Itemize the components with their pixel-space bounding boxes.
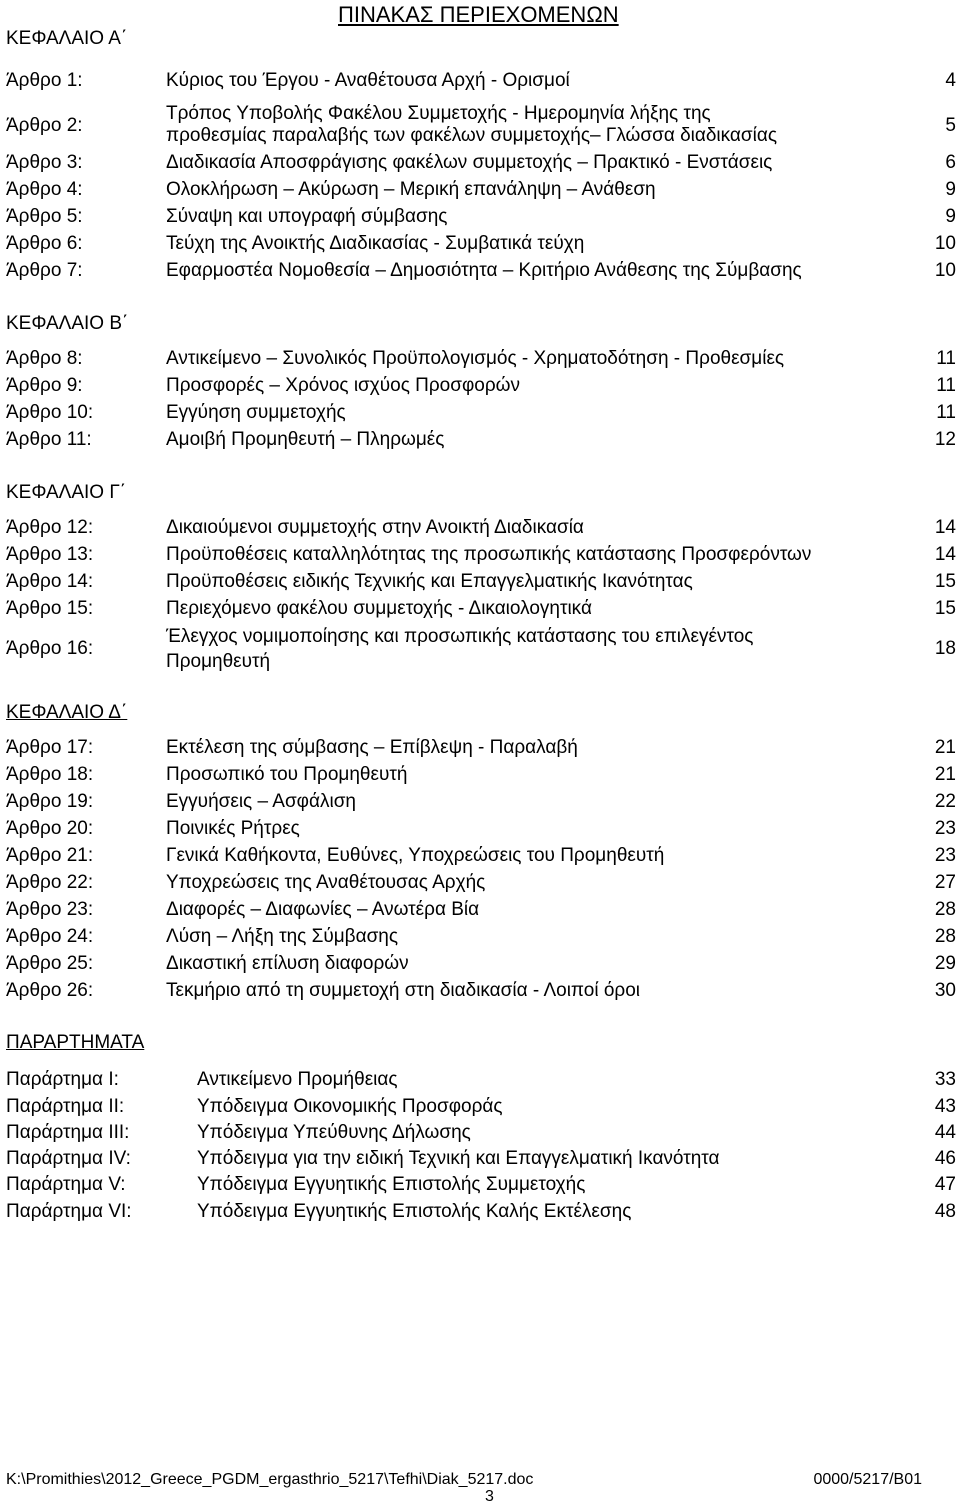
toc-page: 27 [934,872,956,893]
toc-text: Υπόδειγμα Υπεύθυνης Δήλωσης [197,1122,471,1143]
chapter-b-heading: ΚΕΦΑΛΑΙΟ Β΄ [6,313,129,334]
page-title: ΠΙΝΑΚΑΣ ΠΕΡΙΕΧΟΜΕΝΩΝ [338,2,619,27]
toc-entry[interactable] [0,348,960,374]
toc-entry[interactable] [0,872,960,898]
toc-entry[interactable] [0,517,960,543]
toc-entry[interactable] [0,1201,960,1227]
toc-page: 30 [934,980,956,1001]
toc-label: Άρθρο 26: [6,980,94,1001]
toc-entry[interactable] [0,1096,960,1122]
toc-entry[interactable] [0,899,960,925]
toc-label: Άρθρο 6: [6,233,83,254]
toc-page: 5 [945,115,956,136]
toc-page: 4 [945,70,956,91]
toc-page: 14 [934,517,956,538]
toc-page: 28 [934,926,956,947]
chapter-c-heading: ΚΕΦΑΛΑΙΟ Γ΄ [6,482,127,503]
toc-page: 43 [934,1096,956,1117]
appendices-heading: ΠΑΡΑΡΤΗΜΑΤΑ [6,1032,145,1053]
toc-label: Άρθρο 25: [6,953,94,974]
toc-label: Άρθρο 15: [6,598,94,619]
chapter-d-heading: ΚΕΦΑΛΑΙΟ Δ΄ [6,702,128,723]
toc-page: 10 [934,260,956,281]
toc-label: Άρθρο 14: [6,571,94,592]
toc-page: 15 [934,598,956,619]
toc-text: Ποινικές Ρήτρες [166,818,300,839]
toc-page: 21 [934,737,956,758]
toc-entry[interactable] [0,544,960,570]
footer-page-number: 3 [485,1488,494,1505]
toc-entry[interactable] [0,953,960,979]
toc-page: 29 [934,953,956,974]
toc-label: Άρθρο 7: [6,260,83,281]
toc-page: 46 [934,1148,956,1169]
toc-page: 23 [934,818,956,839]
toc-entry[interactable] [0,598,960,624]
toc-text: Προσφορές – Χρόνος ισχύος Προσφορών [166,375,520,396]
toc-entry[interactable] [0,980,960,1006]
toc-label: Άρθρο 2: [6,115,83,136]
toc-text: Υπόδειγμα Εγγυητικής Επιστολής Συμμετοχής [197,1174,586,1195]
toc-text: Εκτέλεση της σύμβασης – Επίβλεψη - Παραλαβή [166,737,578,758]
toc-page: 11 [936,402,956,423]
toc-text: Τεκμήριο από τη συμμετοχή στη διαδικασία - Λοιποί όροι [166,980,640,1001]
toc-entry[interactable] [0,260,960,286]
toc-label: Άρθρο 19: [6,791,94,812]
footer-file-path: K:\Promithies\2012_Greece_PGDM_ergasthrio_5217\Tefhi\Diak_5217.doc [6,1471,534,1488]
toc-text: Αντικείμενο – Συνολικός Προϋπολογισμός - Χρηματοδότηση - Προθεσμίες [166,348,785,369]
toc-entry[interactable] [0,791,960,817]
toc-entry[interactable] [0,737,960,763]
toc-entry[interactable] [0,102,960,154]
toc-label: Άρθρο 21: [6,845,94,866]
toc-text: Υπόδειγμα Εγγυητικής Επιστολής Καλής Εκτέλεσης [197,1201,632,1222]
toc-label: Άρθρο 16: [6,638,94,659]
toc-entry[interactable] [0,375,960,401]
chapter-a-heading: ΚΕΦΑΛΑΙΟ Α΄ [6,28,128,49]
toc-text: Σύναψη και υπογραφή σύμβασης [166,206,448,227]
toc-text: Αντικείμενο Προμήθειας [197,1069,398,1090]
toc-label: Άρθρο 20: [6,818,94,839]
toc-entry[interactable] [0,1174,960,1200]
toc-text-line-2: Προμηθευτή [166,651,271,672]
toc-text-line-1: Έλεγχος νομιμοποίησης και προσωπικής κατάστασης του επιλεγέντος [166,626,754,647]
toc-page: 18 [934,638,956,659]
toc-text: Εγγύηση συμμετοχής [166,402,346,423]
toc-label: Παράρτημα Ι: [6,1069,119,1090]
toc-entry[interactable] [0,571,960,597]
toc-label: Παράρτημα ΙΙΙ: [6,1122,130,1143]
toc-text: Διαφορές – Διαφωνίες – Ανωτέρα Βία [166,899,480,920]
toc-label: Άρθρο 13: [6,544,94,565]
toc-page: 21 [934,764,956,785]
toc-text: Διαδικασία Αποσφράγισης φακέλων συμμετοχής – Πρακτικό - Ενστάσεις [166,152,773,173]
toc-text: Υποχρεώσεις της Αναθέτουσας Αρχής [166,872,486,893]
toc-entry[interactable] [0,206,960,232]
toc-text: Προϋποθέσεις ειδικής Τεχνικής και Επαγγελματικής Ικανότητας [166,571,693,592]
toc-page: 11 [936,375,956,396]
toc-text: Δικαστική επίλυση διαφορών [166,953,409,974]
toc-text: Λύση – Λήξη της Σύμβασης [166,926,399,947]
toc-page: 23 [934,845,956,866]
toc-page: 33 [934,1069,956,1090]
toc-text: Προσωπικό του Προμηθευτή [166,764,408,785]
toc-text: Ολοκλήρωση – Ακύρωση – Μερική επανάληψη – Ανάθεση [166,179,656,200]
toc-text: Περιεχόμενο φακέλου συμμετοχής - Δικαιολογητικά [166,598,592,619]
footer-document-code: 0000/5217/B01 [813,1471,922,1488]
toc-page: 44 [934,1122,956,1143]
toc-label: Παράρτημα VΙ: [6,1201,132,1222]
toc-text: Τεύχη της Ανοικτής Διαδικασίας - Συμβατικά τεύχη [166,233,585,254]
toc-text: Δικαιούμενοι συμμετοχής στην Ανοικτή Διαδικασία [166,517,584,538]
toc-page: 6 [945,152,956,173]
toc-entry[interactable] [0,764,960,790]
toc-page: 9 [945,179,956,200]
toc-label: Άρθρο 1: [6,70,83,91]
toc-label: Παράρτημα ΙV: [6,1148,131,1169]
toc-entry[interactable] [0,1122,960,1148]
toc-entry[interactable] [0,845,960,871]
toc-page: 22 [934,791,956,812]
toc-label: Άρθρο 22: [6,872,94,893]
toc-label: Άρθρο 4: [6,179,83,200]
toc-label: Άρθρο 3: [6,152,83,173]
toc-entry[interactable] [0,233,960,259]
toc-entry[interactable] [0,70,960,96]
toc-label: Άρθρο 23: [6,899,94,920]
toc-label: Άρθρο 18: [6,764,94,785]
toc-entry[interactable] [0,429,960,455]
toc-page: 28 [934,899,956,920]
toc-text: Υπόδειγμα για την ειδική Τεχνική και Επαγγελματική Ικανότητα [197,1148,720,1169]
toc-text-line-1: Τρόπος Υποβολής Φακέλου Συμμετοχής - Ημερομηνία λήξης της [166,103,711,124]
toc-text: Γενικά Καθήκοντα, Ευθύνες, Υποχρεώσεις του Προμηθευτή [166,845,665,866]
toc-label: Άρθρο 10: [6,402,94,423]
toc-label: Άρθρο 17: [6,737,94,758]
toc-label: Άρθρο 24: [6,926,94,947]
toc-entry[interactable] [0,1069,960,1095]
toc-page: 11 [936,348,956,369]
toc-entry[interactable] [0,926,960,952]
toc-text: Υπόδειγμα Οικονομικής Προσφοράς [197,1096,503,1117]
toc-page: 47 [934,1174,956,1195]
toc-entry[interactable] [0,818,960,844]
toc-entry[interactable] [0,625,960,677]
toc-text: Εγγυήσεις – Ασφάλιση [166,791,356,812]
toc-page: 14 [934,544,956,565]
toc-text: Προϋποθέσεις καταλληλότητας της προσωπικής κατάστασης Προσφερόντων [166,544,812,565]
toc-page: 48 [934,1201,956,1222]
toc-text-line-2: προθεσμίας παραλαβής των φακέλων συμμετοχής– Γλώσσα διαδικασίας [166,125,777,146]
toc-entry[interactable] [0,402,960,428]
toc-label: Άρθρο 8: [6,348,83,369]
toc-label: Άρθρο 11: [6,429,92,450]
toc-entry[interactable] [0,152,960,178]
toc-label: Άρθρο 5: [6,206,83,227]
toc-text: Εφαρμοστέα Νομοθεσία – Δημοσιότητα – Κριτήριο Ανάθεσης της Σύμβασης [166,260,802,281]
toc-page: 12 [934,429,956,450]
toc-text: Αμοιβή Προμηθευτή – Πληρωμές [166,429,445,450]
toc-entry[interactable] [0,1148,960,1174]
toc-page: 10 [934,233,956,254]
toc-label: Άρθρο 12: [6,517,94,538]
toc-page: 15 [934,571,956,592]
toc-label: Παράρτημα V: [6,1174,126,1195]
toc-label: Άρθρο 9: [6,375,83,396]
toc-entry[interactable] [0,179,960,205]
toc-page: 9 [945,206,956,227]
toc-label: Παράρτημα ΙΙ: [6,1096,125,1117]
toc-text: Κύριος του Έργου - Αναθέτουσα Αρχή - Ορισμοί [166,70,570,91]
